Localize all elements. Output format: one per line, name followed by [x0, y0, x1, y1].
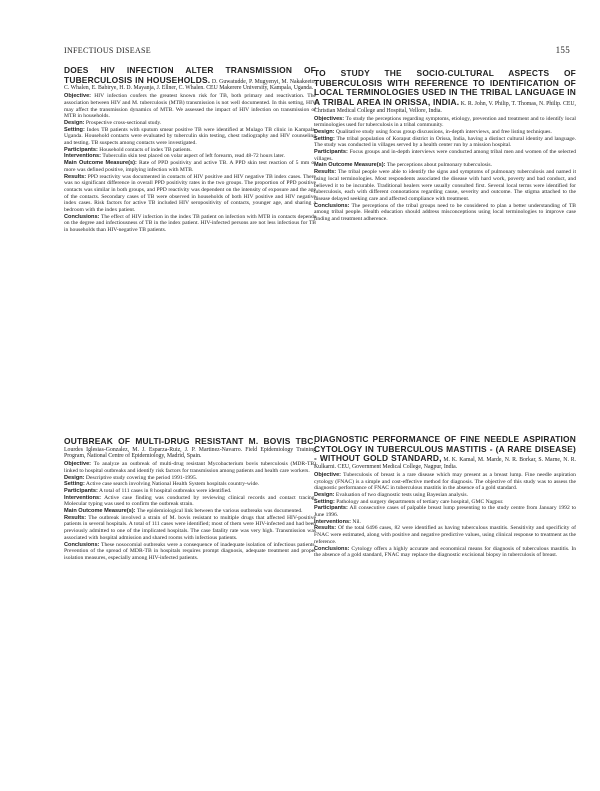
abstract-authors: D. Guwatudde, P. Mugyenyi, M. Nakakeeto, C. Whalen, E. Babirye, H. D. Mayanja, J. Ellner, C. Whalen. CEU Makerere University, Kampala, Uganda.	[64, 78, 316, 92]
section-text: Tuberculin skin test placed on volar aspect of left forearm, read 48-72 hours later.	[102, 153, 285, 160]
section-label: Objective:	[314, 471, 342, 478]
abstract-title: OUTBREAK OF MULTI-DRUG RESISTANT M. BOVIS TBC.	[64, 437, 316, 446]
section-label: Main Outcome Measure(s):	[64, 508, 136, 515]
section-text: The tribal population of Koraput district in Orissa, India, having a distinct cultural identity and language. The study was conducted in villages served by a health center run by a mission hospital.	[314, 135, 576, 149]
section-text: Qualitative study using focus group discussions, in-depth interviews, and free listing techniques.	[335, 128, 552, 135]
section-text: A total of 111 cases in 8 hospital outbreaks were identified.	[98, 487, 232, 494]
abstract-section	[314, 203, 576, 223]
section-label: Interventions:	[64, 494, 101, 501]
abstract-section	[64, 461, 316, 474]
abstract-section	[64, 508, 316, 515]
abstract-section	[314, 116, 576, 129]
abstract-section	[314, 492, 576, 499]
section-text: The perceptions of the tribal groups need to be considered to plan a better understanding of TB among tribal people. Health education should address misconceptions using local terminologies to improve case finding and treatment adherence.	[314, 202, 576, 223]
section-text: Rate of PPD positivity and active TB. A PPD skin test reaction of 5 mm or more was defined positive, implying infection with MTB.	[64, 160, 316, 173]
section-label: Interventions:	[64, 153, 101, 160]
abstract-section	[64, 475, 316, 482]
page-number: 155	[555, 45, 570, 55]
section-label: Results:	[314, 525, 337, 532]
abstract-section	[314, 505, 576, 518]
section-text: The effect of HIV infection in the index TB patient on infection with MTB in contacts depends on the degree and infectiousness of TB in the index patient. HIV-infected persons are not less infectious for TB in households than HIV-negative TB patients.	[64, 213, 316, 234]
section-text: To analyze an outbreak of multi-drug resistant Mycobacterium bovis tuberculosis (MDR-TB) linked to hospital outbreaks and identify risk factors for transmission among patients and health care workers.	[64, 461, 316, 474]
section-text: The outbreak involved a strain of M. bovis resistant to multiple drugs that affected HIV-positive patients in several hospitals. A total of 111 cases were identified; most of them were HIV-infected and had been previously admitted to one of the implicated hospitals. The case fatality rate was very high. Transmission was associated with hospital admission and shared rooms with infectious patients.	[64, 514, 316, 541]
abstract-heading	[314, 435, 576, 471]
abstract-section	[64, 120, 316, 127]
section-label: Participants:	[314, 505, 348, 512]
section-label: Main Outcome Measure(s):	[64, 160, 137, 167]
section-text: HIV infection confers the greatest known risk for TB, both primary and reactivation. The association between HIV and M. tuberculosis (MTB) transmission is not well documented. In this setting, HIV may affect the transmission dynamics of MTB. We assessed the impact of HIV infection on transmission of MTB in households.	[64, 93, 316, 120]
section-label: Results:	[314, 169, 337, 176]
abstract-section	[64, 481, 316, 488]
section-label: Design:	[314, 491, 335, 498]
section-label: Results:	[64, 173, 87, 180]
abstract-section	[314, 129, 576, 136]
section-text: Descriptive study covering the period 1991-1995.	[85, 474, 198, 481]
abstract-mdr-bovis-outbreak	[64, 437, 316, 759]
section-label: Design:	[64, 119, 85, 126]
section-label: Setting:	[64, 481, 85, 488]
section-label: Setting:	[64, 126, 85, 133]
section-text: Of the total 6496 cases, 82 were identified as having tuberculous mastitis. Sensitivity and specificity of FNAC were estimated, along with positive and negative predictive values, using clinical response to treatment as the reference.	[314, 525, 576, 545]
section-text: Focus groups and in-depth interviews were conducted among tribal men and women of the selected villages.	[314, 149, 576, 162]
section-text: These nosocomial outbreaks were a consequence of inadequate isolation of infectious patients. Prevention of the spread of MDR-TB in hospitals requires prompt diagnosis, adequate treatment and proper isolation measures, especially among HIV-infected patients.	[64, 541, 316, 561]
section-text: Prospective cross-sectional study.	[85, 119, 162, 126]
abstract-title: TO STUDY THE SOCIO-CULTURAL ASPECTS OF TUBERCULOSIS WITH REFERENCE TO IDENTIFICATION OF LOCAL TERMINOLOGIES USED IN THE TRIBAL LANGUAGE IN A TRIBAL AREA IN ORISSA, INDIA.	[314, 69, 576, 108]
section-text: Active case search involving National Health System hospitals country-wide.	[85, 481, 260, 488]
abstract-fnac-tb-mastitis	[314, 435, 576, 755]
section-label: Conclusions:	[314, 545, 350, 552]
section-label: Participants:	[314, 149, 348, 156]
abstract-authors: Lourdes Iglesias-Gonzalez, M. J. Esparza-Ruiz, J. P. Martinez-Navarro. Field Epidemiology Training Program, National Centre of Epidemiology, Madrid, Spain.	[64, 446, 316, 460]
section-label: Interventions:	[314, 518, 351, 525]
abstract-section	[64, 127, 316, 147]
section-text: The tribal people were able to identify the signs and symptoms of pulmonary tuberculosis and named it using local terminologies. Most respondents associated the disease with hard work, poverty and bad conduct, and believed it to be incurable. Traditional healers were usually consulted first. Several local terms were identified for tuberculosis, each with different connotations regarding cause, severity and outcome. The stigma attached to the disease delayed seeking care and affected compliance with treatment.	[314, 169, 576, 202]
abstract-section	[64, 160, 316, 173]
abstract-section	[314, 546, 576, 559]
abstract-section	[64, 93, 316, 120]
section-label: Participants:	[64, 146, 98, 153]
section-label: Conclusions:	[314, 202, 350, 209]
section-label: Objective:	[64, 461, 92, 468]
abstract-tribal-tb-terminology	[314, 69, 576, 352]
abstract-hiv-tb-households	[64, 66, 316, 419]
abstract-section	[64, 214, 316, 234]
abstract-section	[314, 136, 576, 149]
section-text: Pathology and surgery departments of tertiary care hospital, GMC Nagpur.	[336, 498, 504, 505]
abstract-section	[64, 515, 316, 542]
abstract-section	[314, 472, 576, 492]
section-label: Conclusions:	[64, 213, 100, 220]
section-label: Setting:	[314, 498, 335, 505]
running-header	[64, 46, 570, 60]
section-text: To study the perceptions regarding symptoms, etiology, prevention and treatment and to identify local terminologies used for tuberculosis in a tribal community.	[314, 115, 576, 129]
abstract-section	[64, 542, 316, 562]
section-text: Index TB patients with sputum smear positive TB were identified at Mulago TB clinic in Kampala, Uganda. Household contacts were evaluated by tuberculin skin testing, chest radiography and HIV counseling and testing. TB suspects among contacts were investigated.	[64, 126, 316, 147]
section-text: Tuberculosis of breast is a rare disease which may present as a breast lump. Fine needle aspiration cytology (FNAC) is a simple and cost-effective method for diagnosis. The objective of this study was to assess the diagnostic performance of FNAC in tuberculous mastitis in the absence of a gold standard.	[314, 471, 576, 492]
section-text: Nil.	[352, 518, 361, 525]
section-label: Objectives:	[314, 115, 345, 122]
section-text: Evaluation of two diagnostic tests using Bayesian analysis.	[335, 491, 468, 498]
section-text: PPD reactivity was documented in contacts of HIV positive and HIV negative TB index cases. There was no significant difference in overall PPD positivity rates in the two groups. The proportion of PPD positive contacts was similar in both groups, and PPD reactivity was dependent on the intensity of exposure and the age of the contacts. Secondary cases of TB were observed in households of both HIV positive and HIV negative index cases. Risk factors for active TB included HIV seropositivity of contacts, younger age, and sharing a bedroom with the index patient.	[64, 173, 316, 214]
abstract-section	[314, 149, 576, 162]
section-label: Conclusions:	[64, 541, 100, 548]
section-label: Main Outcome Measure(s):	[314, 162, 386, 169]
section-title: INFECTIOUS DISEASE	[64, 46, 151, 55]
abstract-heading	[64, 66, 316, 92]
abstract-title: DIAGNOSTIC PERFORMANCE OF FINE NEEDLE ASPIRATION CYTOLOGY IN TUBERCULOUS MASTITIS - (A RARE DISEASE) - WITHOUT GOLD STANDARD,	[314, 435, 576, 464]
section-label: Results:	[64, 514, 87, 521]
abstract-authors: K. R. John, V. Philip, T. Thomas, N. Philip. CEU, Christian Medical College and Hospital, Vellore, India.	[314, 101, 576, 114]
section-text: Active case finding was conducted by reviewing clinical records and contact tracing. Molecular typing was used to confirm the outbreak strain.	[64, 494, 316, 508]
abstract-section	[64, 488, 316, 495]
section-label: Objective:	[64, 93, 92, 100]
section-text: All consecutive cases of palpable breast lump presenting to the study centre from January 1992 to June 1996.	[314, 505, 576, 519]
section-text: Household contacts of index TB patients.	[99, 146, 192, 153]
abstract-heading	[64, 437, 316, 460]
abstract-section	[314, 169, 576, 203]
abstract-title: DOES HIV INFECTION ALTER TRANSMISSION OF TUBERCULOSIS IN HOUSEHOLDS.	[64, 66, 316, 85]
section-label: Design:	[64, 474, 85, 481]
abstract-section	[64, 495, 316, 508]
abstract-section	[314, 525, 576, 545]
section-text: The epidemiological link between the various outbreaks was documented.	[136, 508, 303, 515]
section-text: Cytology offers a highly accurate and economical means for diagnosis of tuberculous mastitis. In the absence of a gold standard, FNAC may replace the diagnostic excisional biopsy in tuberculosis of breast.	[314, 545, 576, 559]
abstract-authors: M. K. Kamal, M. Marde, N. R. Borkar, S. Marne, N. R. Kulkarni. CEU, Government Medical College, Nagpur, India.	[314, 457, 576, 471]
section-label: Participants:	[64, 487, 98, 494]
section-label: Design:	[314, 128, 335, 135]
section-label: Setting:	[314, 135, 335, 142]
abstract-section	[64, 174, 316, 214]
section-text: The perceptions about pulmonary tuberculosis.	[386, 162, 492, 169]
abstract-heading	[314, 69, 576, 115]
